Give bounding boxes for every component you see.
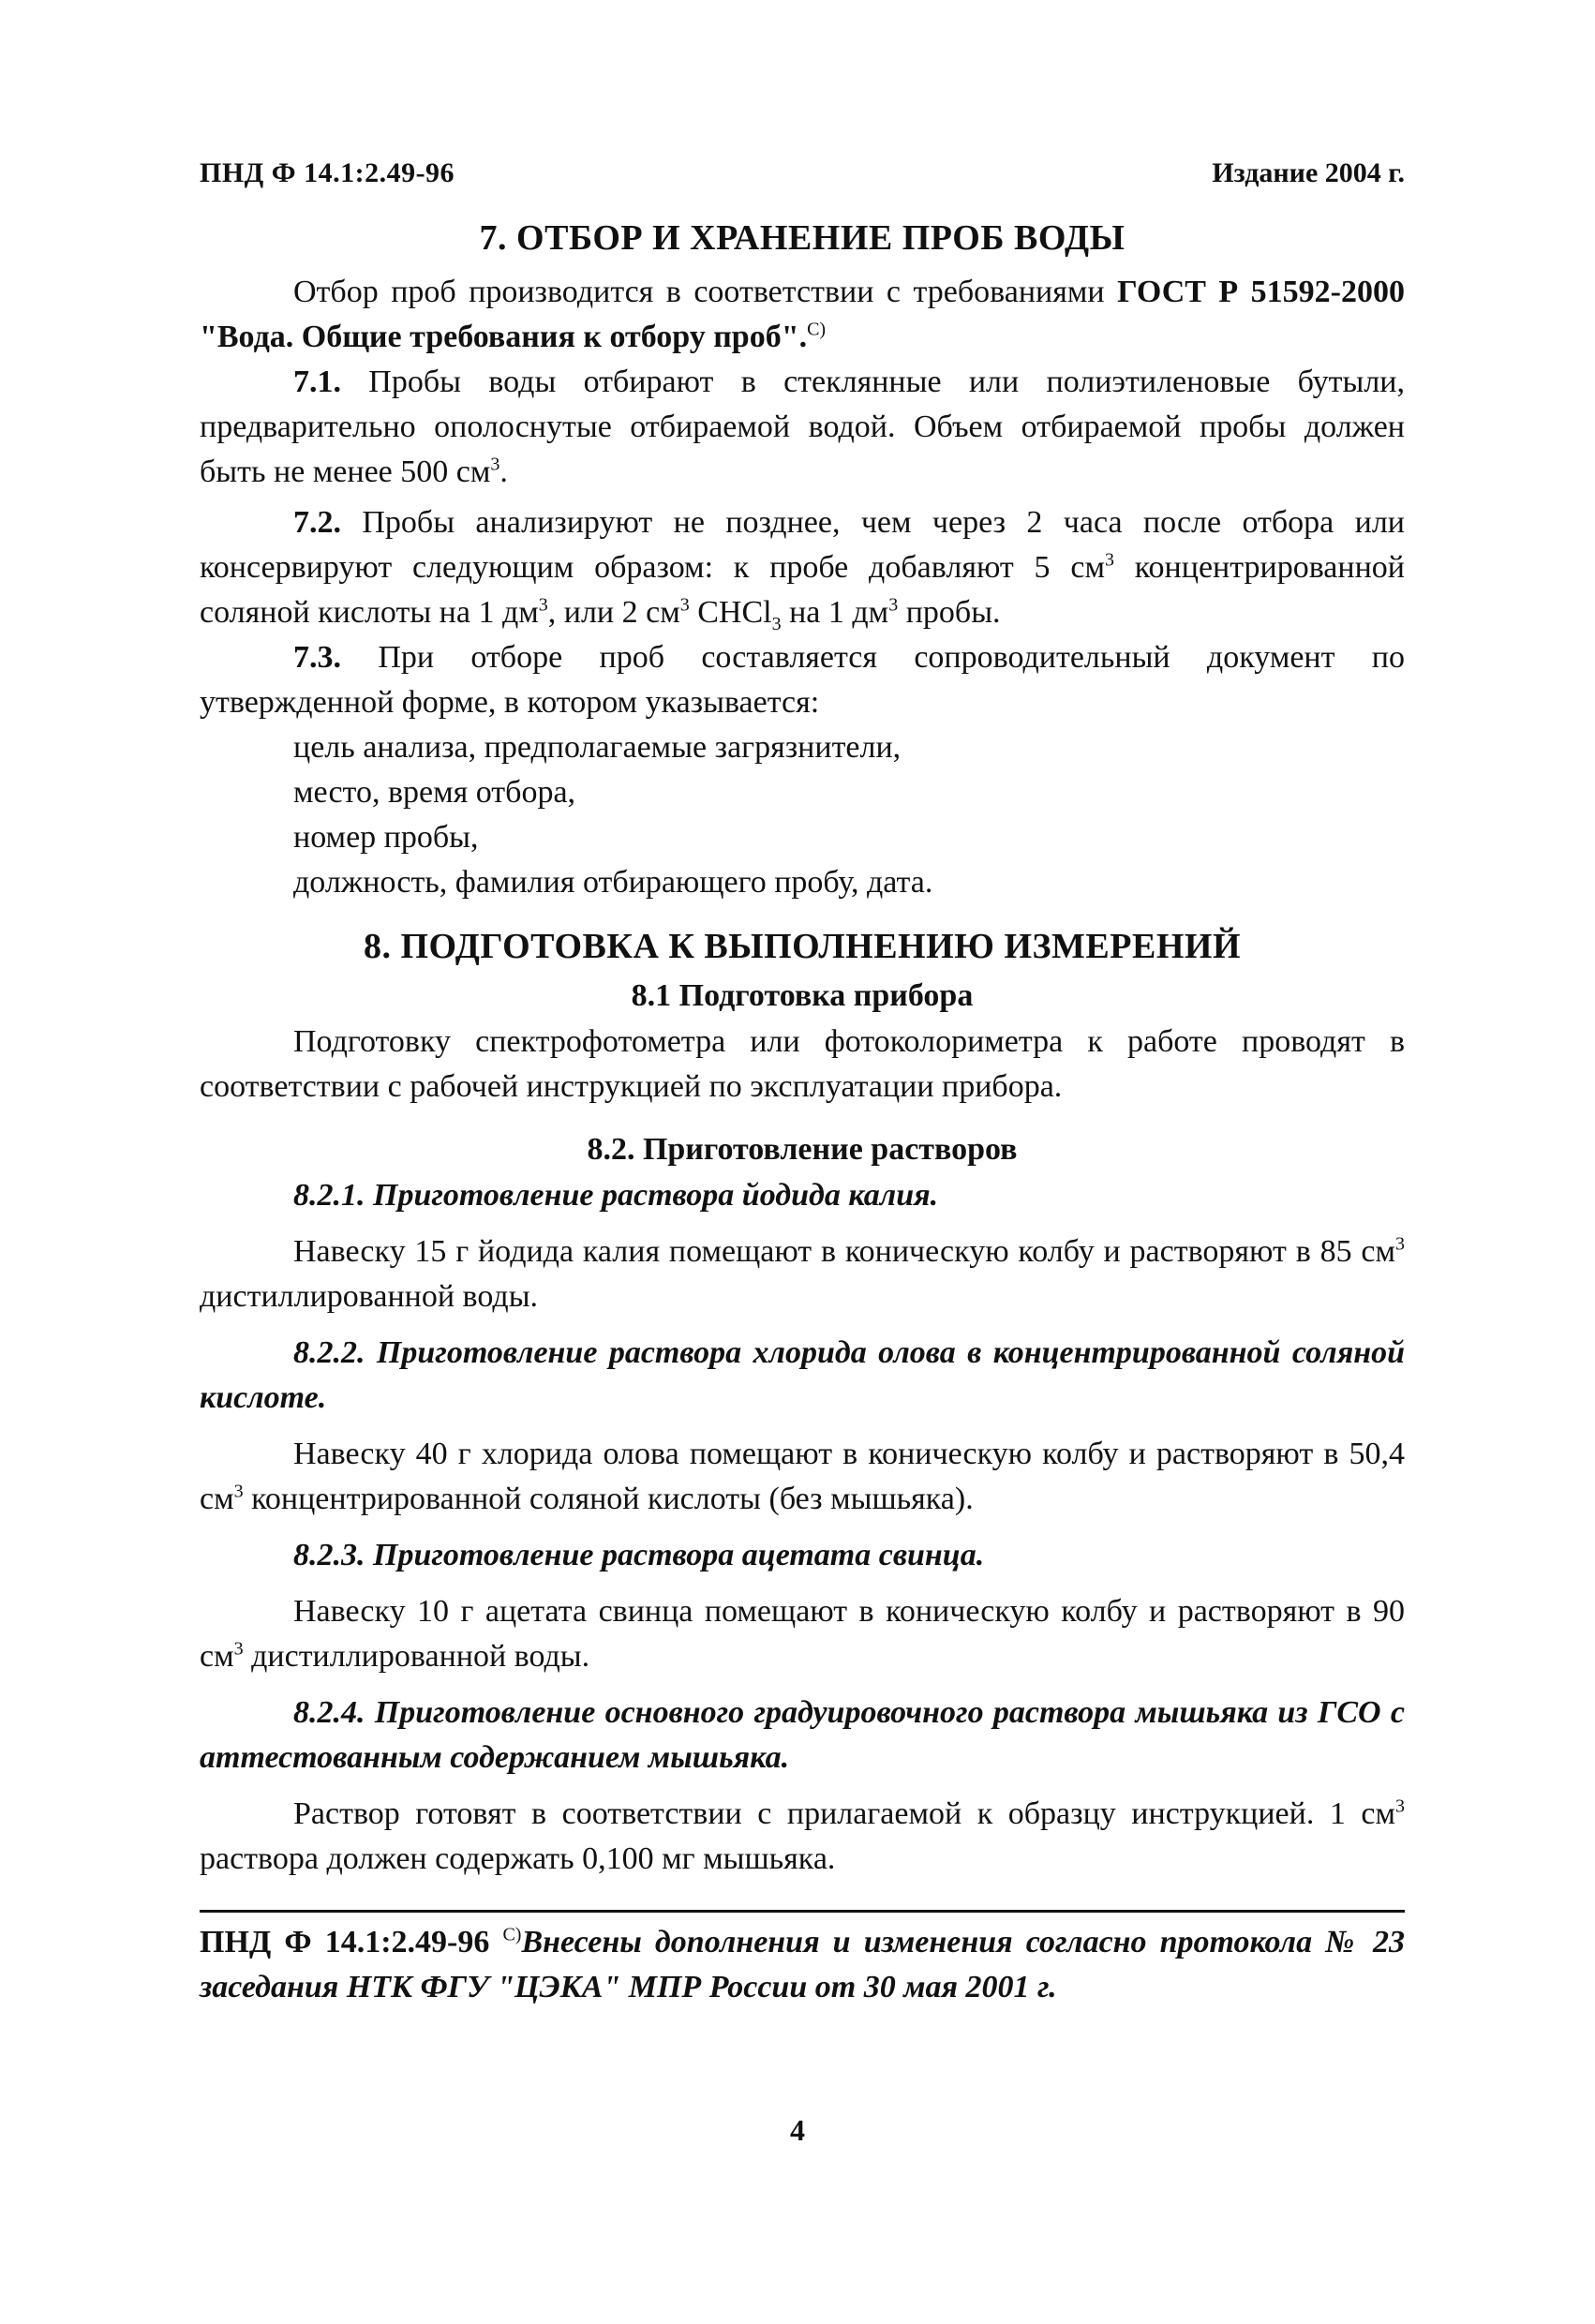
- list-item: номер пробы,: [293, 820, 479, 855]
- subsection-8-2-4-text: Раствор готовят в соответствии с прилагаемой к образцу инструкцией. 1 $см^3$ раствора должен содержать 0,100 мг мышьяка.: [200, 1795, 1405, 1876]
- subsection-8-2-3-title: 8.2.3. Приготовление раствора ацетата свинца.: [293, 1538, 985, 1572]
- doc-code: ПНД Ф 14.1:2.49-96: [200, 157, 455, 188]
- subsection-8-2-2-title: 8.2.2. Приготовление раствора хлорида олова в концентрированной соляной кислоте.: [200, 1335, 1405, 1415]
- subsection-8-2-4-title: 8.2.4. Приготовление основного градуировочного раствора мышьяка из ГСО с аттестованным содержанием мышьяка.: [200, 1695, 1405, 1775]
- subsection-8-1-title: 8.1 Подготовка прибора: [631, 978, 974, 1013]
- footnote: ПНД Ф 14.1:2.49-96 $^{С)}$Внесены дополнения и изменения согласно протокола № 23 заседания НТК ФГУ "ЦЭКА" МПР России от 30 мая 2001 г.: [200, 1924, 1405, 2004]
- list-item: место, время отбора,: [293, 775, 576, 810]
- list-item: должность, фамилия отбирающего пробу, дата.: [293, 865, 933, 900]
- page-header: [200, 141, 1405, 187]
- paragraph-7-2: 7.2. Пробы анализируют не позднее, чем через 2 часа после отбора или консервируют следующим образом: к пробе добавляют 5 $см^3$ концентрированной соляной кислоты на 1 $дм^3$, или 2 $см^3$ CHCl$_3$ на 1 $дм^3$ пробы.: [200, 505, 1405, 634]
- subsection-8-2-1-title: 8.2.1. Приготовление раствора йодида калия.: [293, 1178, 939, 1213]
- page-number: 4: [790, 2113, 805, 2147]
- section-8-title: 8. ПОДГОТОВКА К ВЫПОЛНЕНИЮ ИЗМЕРЕНИЙ: [363, 927, 1241, 966]
- document-page: [200, 141, 1405, 2010]
- edition-label: Издание 2004 г.: [1212, 157, 1405, 188]
- sample-document-fields: [293, 725, 1405, 905]
- footnote-divider: [200, 1910, 1405, 1913]
- subsection-8-2-title: 8.2. Приготовление растворов: [587, 1132, 1018, 1167]
- paragraph-7-1: 7.1. Пробы воды отбирают в стеклянные или полиэтиленовые бутыли, предварительно ополоснутые отбираемой водой. Объем отбираемой пробы должен быть не менее 500 $см^3$.: [200, 365, 1405, 489]
- section-7-title: 7. ОТБОР И ХРАНЕНИЕ ПРОБ ВОДЫ: [479, 218, 1125, 258]
- subsection-8-2-1-text: Навеску 15 г йодида калия помещают в коническую колбу и растворяют в 85 $см^3$ дистиллированной воды.: [200, 1233, 1405, 1314]
- paragraph-7-3: 7.3. При отборе проб составляется сопроводительный документ по утвержденной форме, в котором указывается:: [200, 640, 1405, 720]
- list-item: цель анализа, предполагаемые загрязнители,: [293, 730, 902, 765]
- section-7-intro: Отбор проб производится в соответствии с требованиями ГОСТ Р 51592-2000 "Вода. Общие требования к отбору проб".$^{С)}$: [200, 275, 1406, 354]
- subsection-8-2-2-text: Навеску 40 г хлорида олова помещают в коническую колбу и растворяют в 50,4 $см^3$ концентрированной соляной кислоты (без мышьяка).: [200, 1437, 1405, 1516]
- subsection-8-1-text: Подготовку спектрофотометра или фотоколориметра к работе проводят в соответствии с рабочей инструкцией по эксплуатации прибора.: [200, 1024, 1405, 1104]
- subsection-8-2-3-text: Навеску 10 г ацетата свинца помещают в коническую колбу и растворяют в 90 $см^3$ дистиллированной воды.: [200, 1594, 1405, 1674]
